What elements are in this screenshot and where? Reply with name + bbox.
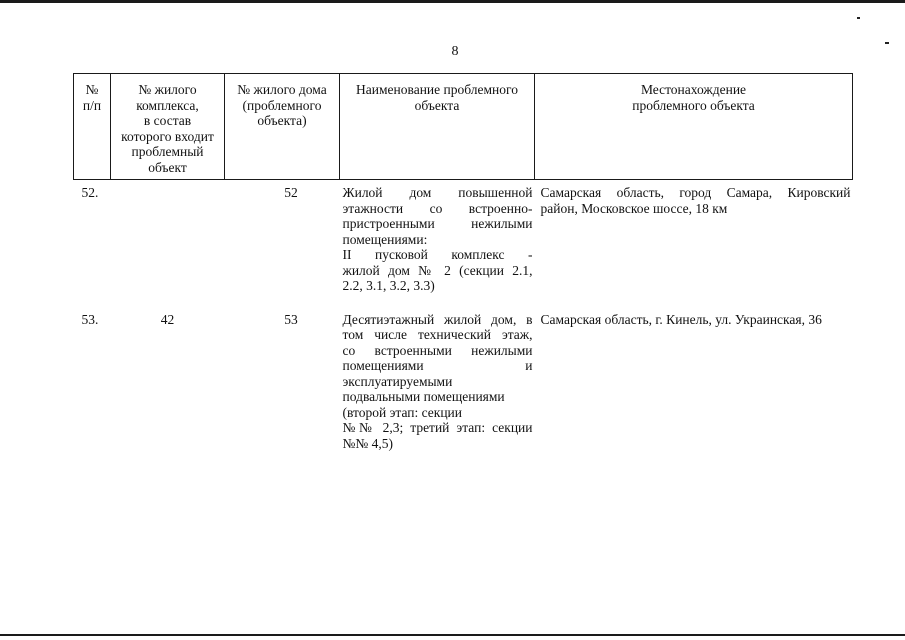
table-row <box>74 180 853 312</box>
row-number: 53. <box>81 311 99 327</box>
complex-number: 42 <box>160 311 175 327</box>
row-number: 52. <box>81 185 99 200</box>
header-object-name: Наименование проблемного объекта <box>340 74 535 180</box>
scan-speck <box>857 17 860 19</box>
object-location: Самарская область, город Самара, Кировский район, Московское шоссе, 18 км <box>540 185 851 216</box>
house-number: 53 <box>284 311 298 327</box>
page-number: 8 <box>451 44 459 59</box>
table-row <box>74 312 853 452</box>
object-name: Жилой дом повышенной этажности со встроенно- пристроенными нежилыми помещениями: II пусковой комплекс - жилой дом № 2 (секции 2.1, 2.2, 3.1, 3.2, 3.3) <box>342 185 533 293</box>
bottom-border-line <box>0 634 905 636</box>
header-object-location: Местонахождение проблемного объекта <box>535 74 853 180</box>
object-location: Самарская область, г. Кинель, ул. Украинская, 36 <box>540 311 822 327</box>
header-number: № п/п <box>74 74 111 180</box>
house-number: 52 <box>284 185 298 200</box>
scan-speck <box>885 42 889 44</box>
problem-objects-table <box>73 73 853 451</box>
table-header-row <box>74 74 853 180</box>
header-house-number: № жилого дома (проблемного объекта) <box>225 74 340 180</box>
top-border-line <box>0 0 905 3</box>
object-name: Десятиэтажный жилой дом, в том числе технический этаж, со встроенными нежилыми помещениями и эксплуатируемыми подвальными помещениями (второй этап: секции №№ 2,3; третий этап: секции №№ 4,5) <box>342 311 533 451</box>
header-complex-number: № жилого комплекса, в состав которого входит проблемный объект <box>111 74 225 180</box>
complex-number <box>111 180 225 312</box>
